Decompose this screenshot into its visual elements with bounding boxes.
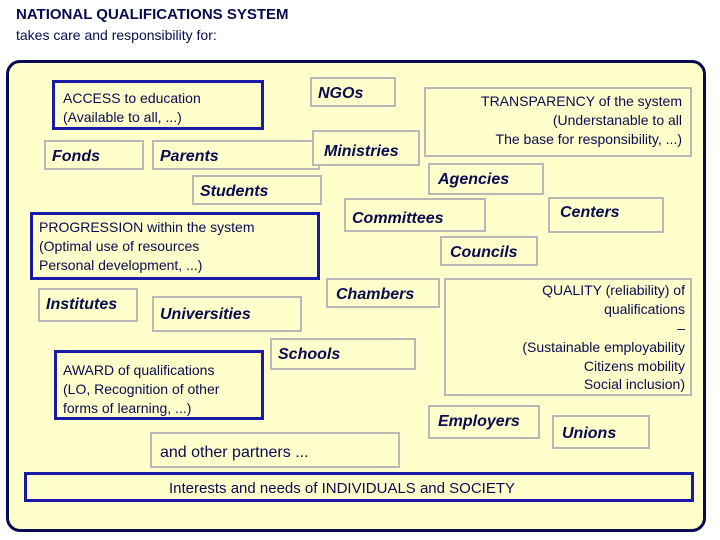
transparency-box: TRANSPARENCY of the system (Understanable to all The base for responsibility, ...) (424, 87, 692, 157)
ministries-box: Ministries (312, 130, 420, 166)
parents-box: Parents (152, 140, 320, 170)
chambers-box: Chambers (326, 278, 440, 308)
centers-box: Centers (548, 197, 664, 233)
agencies-box: Agencies (428, 163, 544, 195)
interests-box: Interests and needs of INDIVIDUALS and SOCIETY (24, 472, 694, 502)
progression-box: PROGRESSION within the system (Optimal use of resources Personal development, ...) (30, 212, 320, 280)
unions-box: Unions (552, 415, 650, 449)
other-partners-box: and other partners ... (150, 432, 400, 468)
councils-box: Councils (440, 236, 538, 266)
employers-box: Employers (428, 405, 540, 439)
ngos-box: NGOs (310, 77, 396, 107)
page-subtitle: takes care and responsibility for: (16, 27, 217, 43)
institutes-box: Institutes (38, 288, 138, 322)
award-box: AWARD of qualifications (LO, Recognition of other forms of learning, ...) (54, 350, 264, 420)
access-box: ACCESS to education (Available to all, ...) (52, 80, 264, 130)
fonds-box: Fonds (44, 140, 144, 170)
universities-box: Universities (152, 296, 302, 332)
schools-box: Schools (270, 338, 416, 370)
quality-box: QUALITY (reliability) of qualifications – (Sustainable employability Citizens mobility Social inclusion) (444, 278, 692, 396)
page-title: NATIONAL QUALIFICATIONS SYSTEM (16, 6, 289, 23)
students-box: Students (192, 175, 322, 205)
committees-box: Committees (344, 198, 486, 232)
